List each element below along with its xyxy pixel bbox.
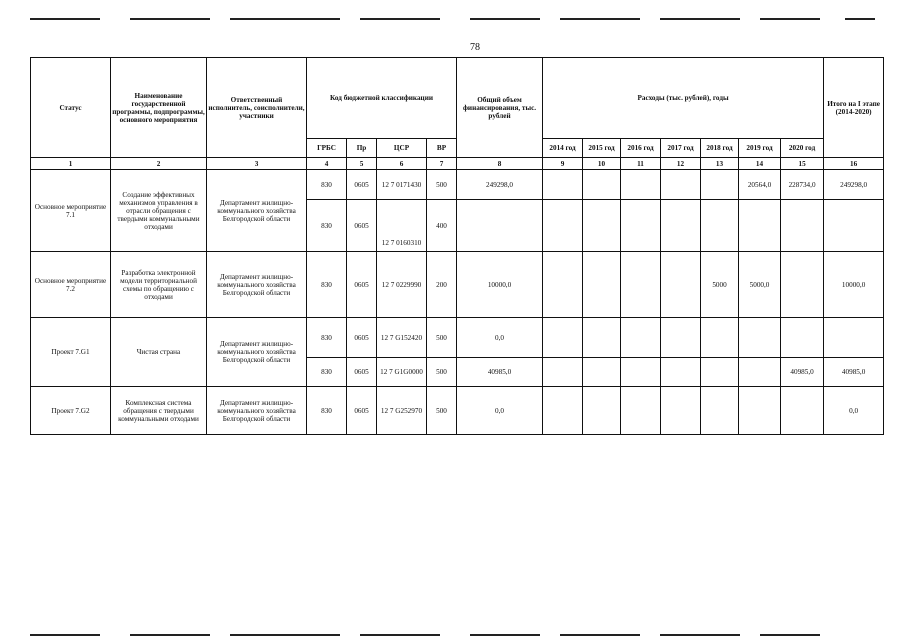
top-rule-7 bbox=[660, 18, 740, 20]
bottom-rule-3 bbox=[230, 634, 340, 636]
cell-year bbox=[543, 170, 583, 200]
bottom-rule-7 bbox=[660, 634, 740, 636]
column-number: 4 bbox=[307, 158, 347, 170]
header-expenses: Расходы (тыс. рублей), годы bbox=[543, 58, 824, 139]
column-number: 5 bbox=[347, 158, 377, 170]
cell-year bbox=[781, 387, 824, 435]
cell-year bbox=[661, 358, 701, 387]
cell-year bbox=[739, 358, 781, 387]
top-rule-6 bbox=[560, 18, 640, 20]
cell-year bbox=[661, 318, 701, 358]
header-year: 2015 год bbox=[583, 139, 621, 158]
column-number: 1 bbox=[31, 158, 111, 170]
header-year: 2017 год bbox=[661, 139, 701, 158]
cell-stage-total bbox=[824, 318, 884, 358]
cell-year bbox=[781, 318, 824, 358]
cell-year bbox=[583, 170, 621, 200]
row-status: Проект 7.G1 bbox=[31, 318, 111, 387]
cell-csr: 12 7 0229990 bbox=[377, 252, 427, 318]
cell-grbs: 830 bbox=[307, 358, 347, 387]
cell-year bbox=[781, 200, 824, 252]
cell-vr: 500 bbox=[427, 318, 457, 358]
row-responsible: Департамент жилищно-коммунального хозяйства Белгородской области bbox=[207, 252, 307, 318]
cell-grbs: 830 bbox=[307, 170, 347, 200]
budget-table bbox=[30, 57, 884, 435]
cell-stage-total: 249298,0 bbox=[824, 170, 884, 200]
cell-year bbox=[739, 318, 781, 358]
cell-year bbox=[701, 318, 739, 358]
cell-grbs: 830 bbox=[307, 252, 347, 318]
row-responsible: Департамент жилищно-коммунального хозяйства Белгородской области bbox=[207, 318, 307, 387]
cell-total: 249298,0 bbox=[457, 170, 543, 200]
header-pr: Пр bbox=[347, 139, 377, 158]
cell-year bbox=[661, 170, 701, 200]
header-status: Статус bbox=[31, 58, 111, 158]
column-number: 14 bbox=[739, 158, 781, 170]
column-number: 10 bbox=[583, 158, 621, 170]
header-csr: ЦСР bbox=[377, 139, 427, 158]
cell-year bbox=[543, 318, 583, 358]
top-rule-3 bbox=[230, 18, 340, 20]
cell-year bbox=[621, 170, 661, 200]
cell-year bbox=[781, 252, 824, 318]
cell-year bbox=[739, 200, 781, 252]
cell-vr: 500 bbox=[427, 387, 457, 435]
top-rule-2 bbox=[130, 18, 210, 20]
column-number: 3 bbox=[207, 158, 307, 170]
column-number: 15 bbox=[781, 158, 824, 170]
cell-year bbox=[701, 387, 739, 435]
header-budget-code: Код бюджетной классификации bbox=[307, 58, 457, 139]
row-status: Основное мероприятие 7.2 bbox=[31, 252, 111, 318]
cell-total: 10000,0 bbox=[457, 252, 543, 318]
row-name: Комплексная система обращения с твердыми коммунальными отходами bbox=[111, 387, 207, 435]
cell-year bbox=[621, 318, 661, 358]
cell-csr: 12 7 G1G0000 bbox=[377, 358, 427, 387]
top-rule-1 bbox=[30, 18, 100, 20]
row-responsible: Департамент жилищно-коммунального хозяйства Белгородской области bbox=[207, 387, 307, 435]
cell-stage-total: 10000,0 bbox=[824, 252, 884, 318]
row-status: Основное мероприятие 7.1 bbox=[31, 170, 111, 252]
cell-csr: 12 7 0171430 bbox=[377, 170, 427, 200]
cell-year bbox=[543, 387, 583, 435]
row-name: Чистая страна bbox=[111, 318, 207, 387]
row-name: Разработка электронной модели территориальной схемы по обращению с отходами bbox=[111, 252, 207, 318]
row-responsible: Департамент жилищно-коммунального хозяйства Белгородской области bbox=[207, 170, 307, 252]
page-number: 78 bbox=[470, 42, 480, 53]
cell-pr: 0605 bbox=[347, 252, 377, 318]
header-grbs: ГРБС bbox=[307, 139, 347, 158]
cell-csr: 12 7 G152420 bbox=[377, 318, 427, 358]
column-number: 9 bbox=[543, 158, 583, 170]
bottom-rule-5 bbox=[470, 634, 540, 636]
header-vr: ВР bbox=[427, 139, 457, 158]
cell-csr: 12 7 G252970 bbox=[377, 387, 427, 435]
cell-year bbox=[701, 200, 739, 252]
cell-grbs: 830 bbox=[307, 387, 347, 435]
cell-grbs: 830 bbox=[307, 200, 347, 252]
cell-year bbox=[701, 358, 739, 387]
cell-csr: 12 7 0160310 bbox=[377, 200, 427, 252]
cell-year bbox=[583, 200, 621, 252]
bottom-rule-2 bbox=[130, 634, 210, 636]
bottom-rule-6 bbox=[560, 634, 640, 636]
cell-total: 0,0 bbox=[457, 387, 543, 435]
cell-vr: 200 bbox=[427, 252, 457, 318]
cell-year: 20564,0 bbox=[739, 170, 781, 200]
cell-pr: 0605 bbox=[347, 200, 377, 252]
header-responsible: Ответственный исполнитель, соисполнители, участники bbox=[207, 58, 307, 158]
cell-pr: 0605 bbox=[347, 318, 377, 358]
cell-year bbox=[543, 252, 583, 318]
column-number: 16 bbox=[824, 158, 884, 170]
cell-total: 40985,0 bbox=[457, 358, 543, 387]
cell-year: 40985,0 bbox=[781, 358, 824, 387]
top-rule-5 bbox=[470, 18, 540, 20]
cell-year bbox=[621, 358, 661, 387]
bottom-rule-4 bbox=[360, 634, 440, 636]
cell-year bbox=[543, 200, 583, 252]
top-rule-8 bbox=[760, 18, 820, 20]
cell-grbs: 830 bbox=[307, 318, 347, 358]
cell-pr: 0605 bbox=[347, 387, 377, 435]
bottom-rule-1 bbox=[30, 634, 100, 636]
column-number: 13 bbox=[701, 158, 739, 170]
row-name: Создание эффективных механизмов управления в отрасли обращения с твердыми коммунальными отходами bbox=[111, 170, 207, 252]
cell-year bbox=[583, 387, 621, 435]
cell-vr: 500 bbox=[427, 358, 457, 387]
header-year: 2020 год bbox=[781, 139, 824, 158]
column-number: 12 bbox=[661, 158, 701, 170]
column-number: 8 bbox=[457, 158, 543, 170]
cell-year: 5000,0 bbox=[739, 252, 781, 318]
top-rule-4 bbox=[360, 18, 440, 20]
header-total-volume: Общий объем финансирования, тыс. рублей bbox=[457, 58, 543, 158]
column-number: 6 bbox=[377, 158, 427, 170]
cell-year bbox=[661, 387, 701, 435]
cell-total bbox=[457, 200, 543, 252]
cell-year: 228734,0 bbox=[781, 170, 824, 200]
header-year: 2019 год bbox=[739, 139, 781, 158]
cell-year bbox=[621, 387, 661, 435]
cell-year bbox=[661, 252, 701, 318]
bottom-rule-8 bbox=[760, 634, 820, 636]
cell-vr: 400 bbox=[427, 200, 457, 252]
top-rule-9 bbox=[845, 18, 875, 20]
cell-year bbox=[739, 387, 781, 435]
header-year: 2014 год bbox=[543, 139, 583, 158]
cell-year bbox=[583, 318, 621, 358]
header-name: Наименование государственной программы, подпрограммы, основного мероприятия bbox=[111, 58, 207, 158]
cell-stage-total: 0,0 bbox=[824, 387, 884, 435]
header-stage-total: Итого на I этапе (2014-2020) bbox=[824, 58, 884, 158]
cell-year bbox=[661, 200, 701, 252]
cell-pr: 0605 bbox=[347, 170, 377, 200]
cell-stage-total bbox=[824, 200, 884, 252]
cell-total: 0,0 bbox=[457, 318, 543, 358]
cell-year: 5000 bbox=[701, 252, 739, 318]
column-number: 7 bbox=[427, 158, 457, 170]
header-year: 2016 год bbox=[621, 139, 661, 158]
header-year: 2018 год bbox=[701, 139, 739, 158]
cell-year bbox=[621, 252, 661, 318]
column-number: 2 bbox=[111, 158, 207, 170]
cell-year bbox=[701, 170, 739, 200]
cell-year bbox=[543, 358, 583, 387]
cell-year bbox=[583, 358, 621, 387]
cell-stage-total: 40985,0 bbox=[824, 358, 884, 387]
cell-year bbox=[583, 252, 621, 318]
cell-year bbox=[621, 200, 661, 252]
cell-vr: 500 bbox=[427, 170, 457, 200]
cell-pr: 0605 bbox=[347, 358, 377, 387]
row-status: Проект 7.G2 bbox=[31, 387, 111, 435]
column-number: 11 bbox=[621, 158, 661, 170]
